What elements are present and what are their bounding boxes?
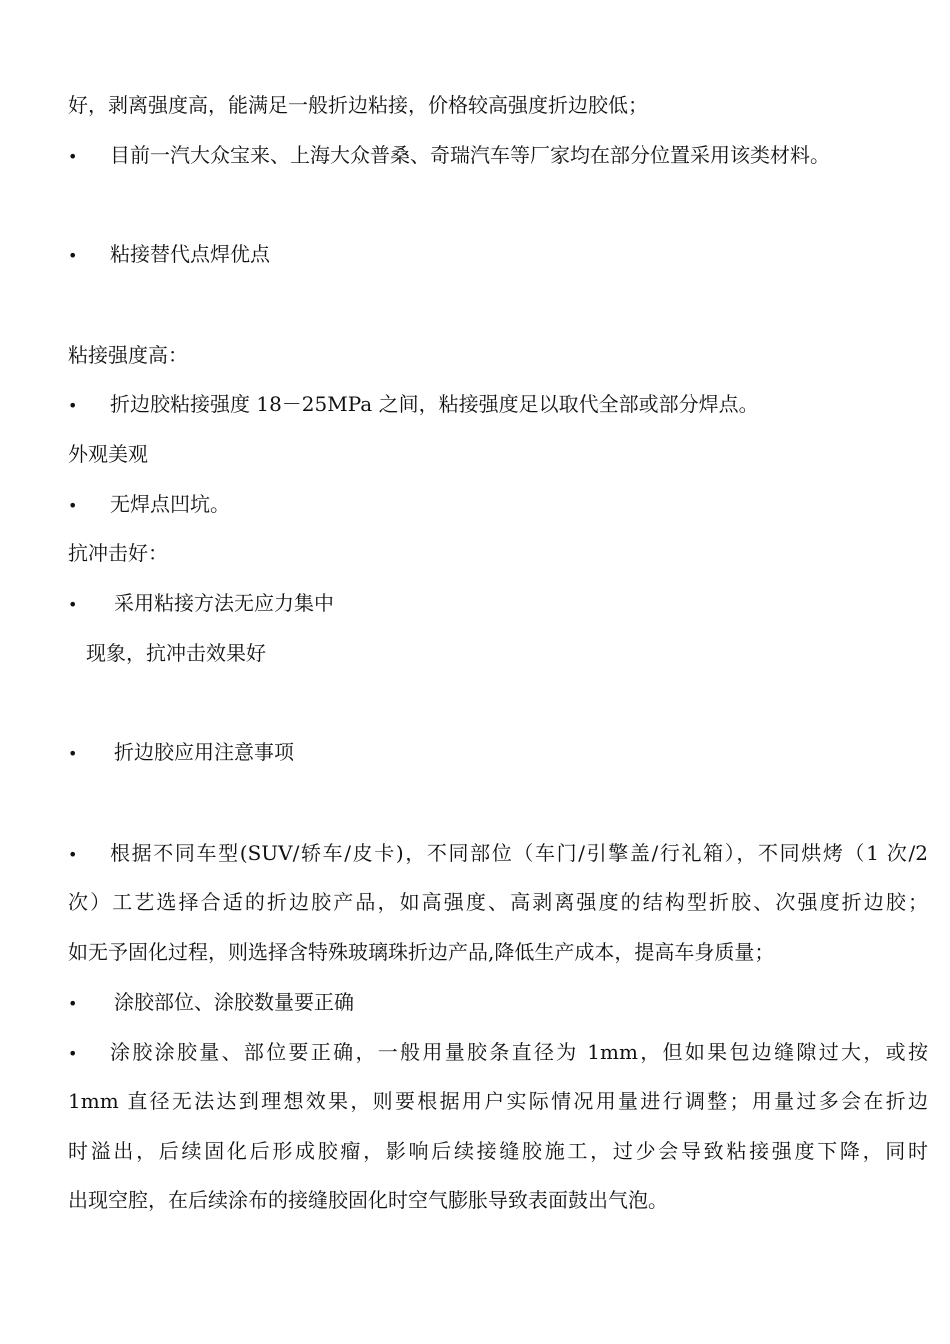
section-heading: 折边胶应用注意事项	[114, 740, 294, 764]
text-line: 次）工艺选择合适的折边胶产品，如高强度、高剥离强度的结构型折胶、次强度折边胶；	[68, 890, 928, 914]
bullet-text: 无焊点凹坑。	[110, 492, 230, 516]
bullet-item	[68, 391, 759, 419]
bullet-marker: •	[68, 147, 78, 166]
text-line: 现象，抗冲击效果好	[86, 641, 266, 665]
bullet-marker: •	[68, 994, 78, 1013]
subheading: 粘接强度高：	[68, 343, 188, 367]
bullet-marker: •	[68, 246, 78, 265]
subheading: 抗冲击好：	[68, 541, 168, 565]
bullet-item	[68, 840, 928, 868]
text-line: 出现空腔，在后续涂布的接缝胶固化时空气膨胀导致表面鼓出气泡。	[68, 1188, 668, 1212]
bullet-text: 涂胶涂胶量、部位要正确，一般用量胶条直径为 1mm，但如果包边缝隙过大，或按	[110, 1040, 928, 1064]
bullet-item	[68, 739, 294, 767]
bullet-item	[68, 590, 334, 618]
bullet-item	[68, 989, 354, 1017]
bullet-text: 根据不同车型(SUV/轿车/皮卡)，不同部位（车门/引擎盖/行礼箱），不同烘烤（1 次/2	[110, 841, 928, 865]
bullet-marker: •	[68, 1044, 78, 1063]
bullet-marker: •	[68, 845, 78, 864]
bullet-item	[68, 1039, 928, 1067]
text-line: 1mm 直径无法达到理想效果，则要根据用户实际情况用量进行调整；用量过多会在折边	[68, 1089, 928, 1113]
bullet-item	[68, 142, 830, 170]
bullet-text: 采用粘接方法无应力集中	[114, 591, 334, 615]
bullet-marker: •	[68, 496, 78, 515]
text-line: 好，剥离强度高，能满足一般折边粘接，价格较高强度折边胶低；	[68, 93, 648, 117]
section-heading: 粘接替代点焊优点	[110, 242, 270, 266]
bullet-text: 涂胶部位、涂胶数量要正确	[114, 990, 354, 1014]
bullet-marker: •	[68, 595, 78, 614]
bullet-text: 折边胶粘接强度 18－25MPa 之间，粘接强度足以取代全部或部分焊点。	[110, 392, 759, 416]
subheading: 外观美观	[68, 442, 148, 466]
bullet-item	[68, 491, 230, 519]
bullet-text: 目前一汽大众宝来、上海大众普桑、奇瑞汽车等厂家均在部分位置采用该类材料。	[110, 143, 830, 167]
bullet-marker: •	[68, 744, 78, 763]
bullet-item	[68, 241, 270, 269]
text-line: 时溢出，后续固化后形成胶瘤，影响后续接缝胶施工，过少会导致粘接强度下降，同时	[68, 1139, 928, 1163]
text-line: 如无予固化过程，则选择含特殊玻璃珠折边产品,降低生产成本，提高车身质量；	[68, 940, 775, 964]
bullet-marker: •	[68, 396, 78, 415]
